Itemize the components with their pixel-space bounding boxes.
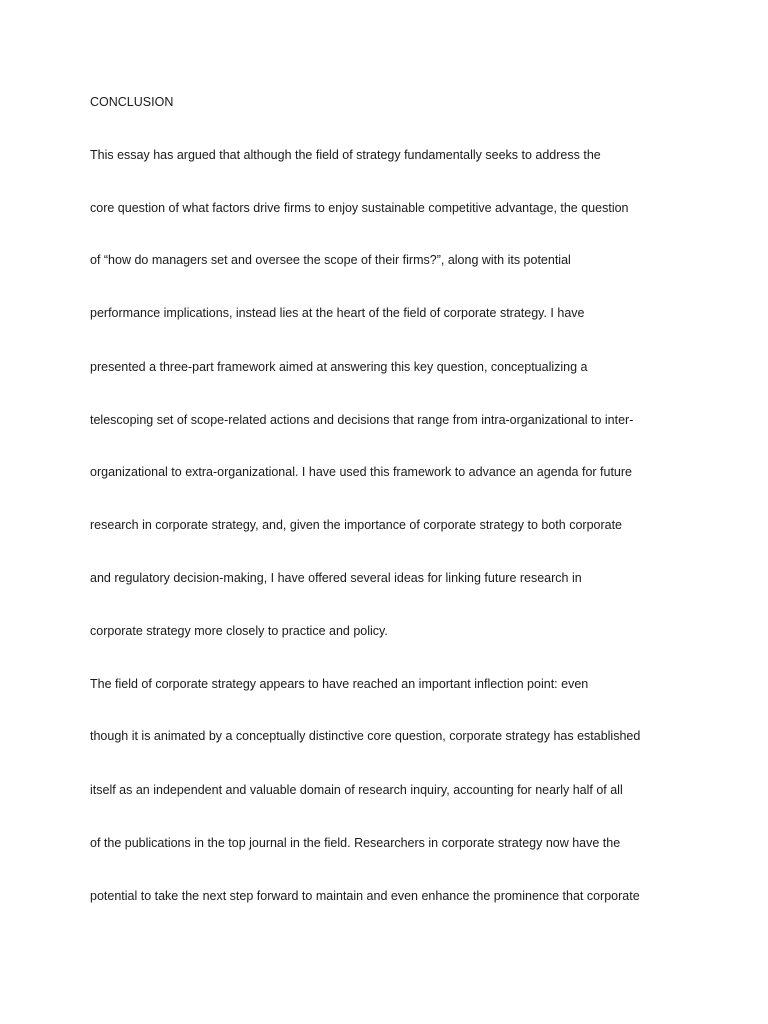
body-line: The field of corporate strategy appears to have reached an important inflection point: even (90, 677, 589, 691)
body-line: research in corporate strategy, and, given the importance of corporate strategy to both corporate (90, 518, 623, 532)
body-line: telescoping set of scope-related actions and decisions that range from intra-organizational to inter- (90, 413, 634, 427)
body-line: potential to take the next step forward to maintain and even enhance the prominence that corporate (90, 889, 640, 903)
body-line: of the publications in the top journal in the field. Researchers in corporate strategy now have the (90, 836, 621, 850)
body-line: performance implications, instead lies at the heart of the field of corporate strategy. I have (90, 306, 585, 320)
body-line: itself as an independent and valuable domain of research inquiry, accounting for nearly half of all (90, 783, 623, 797)
body-line: This essay has argued that although the field of strategy fundamentally seeks to address the (90, 148, 601, 162)
body-line: corporate strategy more closely to practice and policy. (90, 624, 388, 638)
body-line: organizational to extra-organizational. I have used this framework to advance an agenda for future (90, 465, 632, 479)
body-line: though it is animated by a conceptually distinctive core question, corporate strategy has established (90, 729, 641, 743)
body-line: core question of what factors drive firms to enjoy sustainable competitive advantage, the question (90, 201, 629, 215)
body-line: presented a three-part framework aimed at answering this key question, conceptualizing a (90, 360, 588, 374)
body-line: and regulatory decision-making, I have offered several ideas for linking future research in (90, 571, 582, 585)
body-line: of “how do managers set and oversee the scope of their firms?”, along with its potential (90, 253, 571, 267)
section-heading: CONCLUSION (90, 95, 174, 109)
